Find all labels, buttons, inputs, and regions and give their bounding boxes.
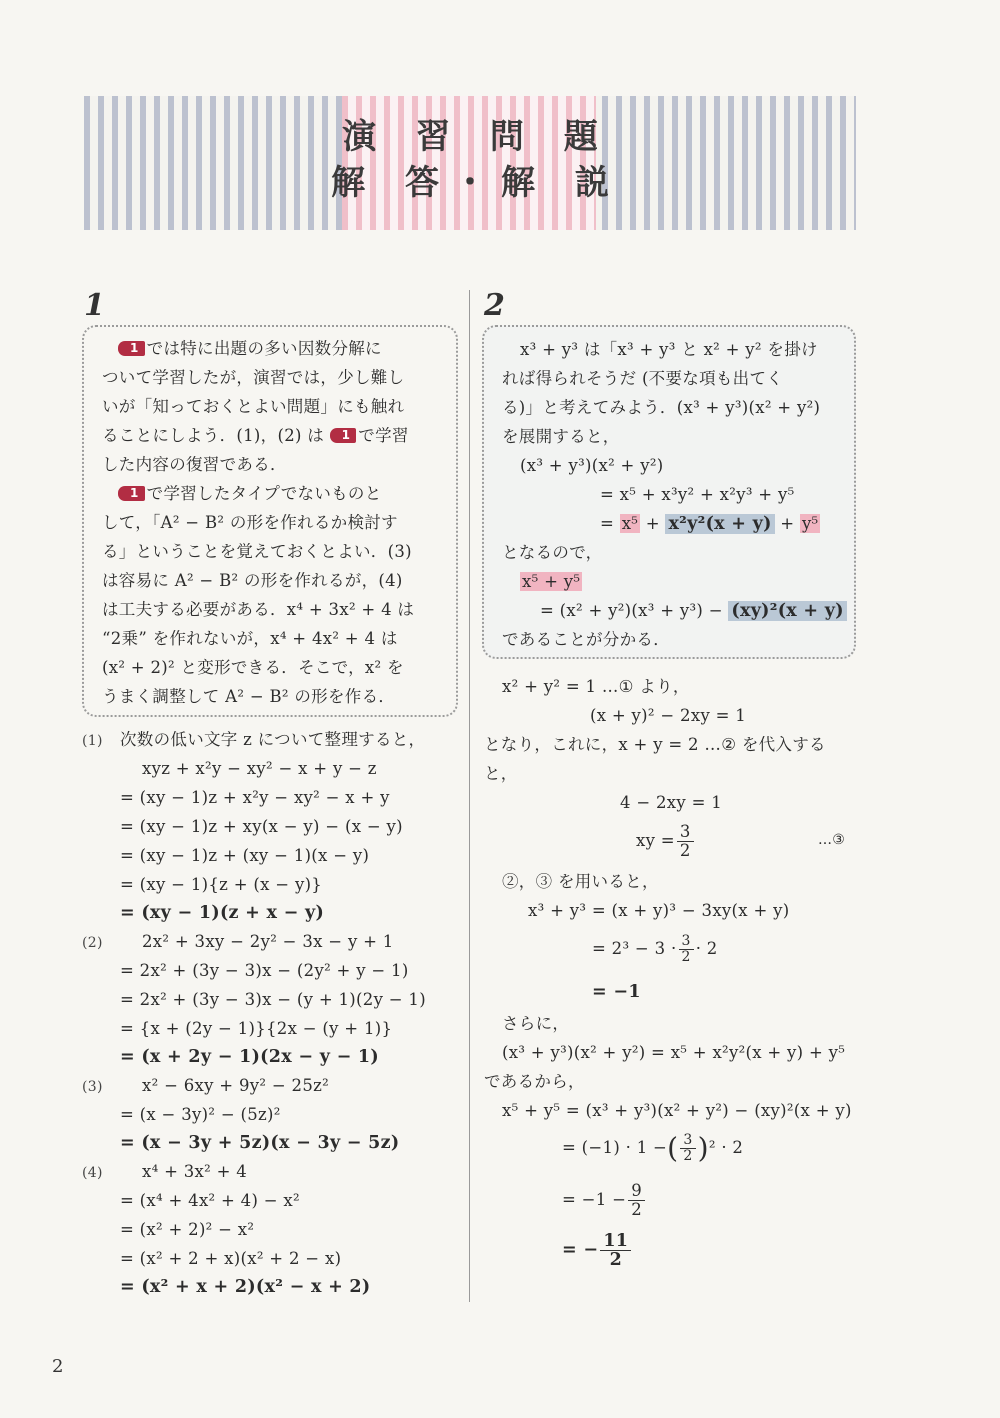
title-line-1: 演 習 問 題 [342, 117, 612, 157]
q2-step: (x³ + y³)(x² + y²) = x⁵ + x²y²(x + y) + y⁵ [502, 1043, 846, 1062]
q1-part-4-step: = (x² + 2 + x)(x² + 2 − x) [120, 1249, 342, 1268]
q1-intro-line: いが「知っておくとよい問題」にも触れ [102, 397, 405, 416]
q2-answer-1: = −1 [592, 982, 641, 1002]
q1-part-3-answer: = (x − 3y + 5z)(x − 3y − 5z) [120, 1133, 400, 1153]
q1-part-2-step: = 2x² + (3y − 3)x − (y + 1)(2y − 1) [120, 990, 426, 1009]
q2-box-line: (x³ + y³)(x² + y²) [520, 456, 664, 475]
q1-intro-line: 1 では特に出題の多い因数分解に [118, 337, 382, 361]
q2-step-fraction: = (−1) · 1 −( $\frac{3}{2}$ )² · 2 [562, 1131, 744, 1165]
q2-box-line: れば得られそうだ (不要な項も出てく [502, 369, 784, 388]
title-banner [84, 96, 856, 230]
q1-part-1-step: = (xy − 1)z + x²y − xy² − x + y [120, 788, 390, 807]
q2-box-line: であることが分かる． [502, 630, 670, 649]
q1-part-4-step: = (x² + 2)² − x² [120, 1220, 255, 1239]
page-title [84, 114, 856, 206]
q1-part-2-label: (2) [82, 935, 103, 951]
q1-intro-line: “2乗” を作れないが，x⁴ + 4x² + 4 は [102, 629, 398, 648]
q1-intro-line: (x² + 2)² と変形できる．そこで，x² を [102, 658, 404, 677]
question-2-number: 2 [484, 288, 505, 323]
q1-part-2-step: = 2x² + (3y − 3)x − (2y² + y − 1) [120, 961, 409, 980]
q2-box-line [520, 570, 582, 594]
fraction: $\frac{3}{2}$ [679, 934, 694, 965]
q2-box-line: = x⁵ + x³y² + x²y³ + y⁵ [600, 485, 795, 504]
q1-part-1-step: xyz + x²y − xy² − x + y − z [142, 759, 377, 778]
q1-part-2-step: 2x² + 3xy − 2y² − 3x − y + 1 [142, 932, 394, 951]
q1-intro-line: して，「A² − B² の形を作れるか検討す [102, 513, 398, 532]
q2-step-fraction: = 2³ − 3 · $\frac{3}{2}$ · 2 [592, 933, 718, 965]
q1-intro-line: うまく調整して A² − B² の形を作る． [102, 687, 396, 706]
q1-part-1-step: = (xy − 1)z + xy(x − y) − (x − y) [120, 817, 403, 836]
q2-box-line: = (x² + y²)(x³ + y³) − (xy)²(x + y) [540, 599, 847, 623]
q1-part-3-label: (3) [82, 1079, 103, 1095]
q2-step: となり，これに，x + y = 2 …② を代入する [484, 735, 826, 754]
q1-part-2-answer: = (x + 2y − 1)(2x − y − 1) [120, 1047, 379, 1067]
fraction: $\frac{3}{2}$ [680, 1133, 695, 1164]
q1-intro-line: ついて学習したが，演習では，少し難し [102, 368, 405, 387]
q1-intro-line: る」ということを覚えておくとよい．(3) [102, 542, 412, 561]
fraction: $\frac{9}{2}$ [628, 1182, 645, 1219]
question-1-number: 1 [84, 288, 105, 323]
q2-box-line: となるので， [502, 543, 603, 562]
q1-part-1-answer: = (xy − 1)(z + x − y) [120, 903, 325, 923]
q1-part-4-step: = (x⁴ + 4x² + 4) − x² [120, 1191, 300, 1210]
q2-box-line: る)」と考えてみよう．(x³ + y³)(x² + y²) [502, 398, 821, 417]
highlight-middle-term: x²y²(x + y) [665, 514, 774, 534]
q2-step: x⁵ + y⁵ = (x³ + y³)(x² + y²) − (xy)²(x + y) [502, 1101, 852, 1120]
q2-final-answer: = − $\frac{11}{2}$ [562, 1230, 633, 1270]
q1-part-1-step: = (xy − 1)z + (xy − 1)(x − y) [120, 846, 370, 865]
q2-step: と， [484, 764, 518, 783]
q1-part-1-label: (1) [82, 733, 103, 749]
fraction: $\frac{3}{2}$ [677, 823, 694, 860]
q2-box-highlighted-line: = x⁵ + x²y²(x + y) + y⁵ [600, 514, 819, 534]
q2-step-fraction: xy = $\frac{3}{2}$ [636, 822, 696, 860]
q2-step: であるから， [484, 1072, 585, 1091]
q1-part-4-label: (4) [82, 1165, 103, 1181]
section-tag: 1 [330, 428, 357, 443]
q1-part-4-answer: = (x² + x + 2)(x² − x + 2) [120, 1277, 371, 1297]
section-tag: 1 [118, 486, 145, 501]
q2-step: (x + y)² − 2xy = 1 [590, 706, 747, 725]
highlight-x5: x⁵ [621, 514, 639, 533]
highlight-subtracted-term: (xy)²(x + y) [728, 601, 846, 621]
q2-step: ②，③ を用いると， [502, 872, 659, 891]
q1-part-1-lead: 次数の低い文字 z について整理すると， [120, 730, 426, 749]
q1-part-3-step: = (x − 3y)² − (5z)² [120, 1105, 281, 1124]
q1-part-1-step: = (xy − 1){z + (x − y)} [120, 875, 323, 894]
q1-intro-line: 1 で学習したタイプでないものと [118, 482, 382, 506]
q2-box-line: x³ + y³ は「x³ + y³ と x² + y² を掛け [520, 340, 818, 359]
section-tag: 1 [118, 341, 145, 356]
q2-step: x³ + y³ = (x + y)³ − 3xy(x + y) [528, 901, 790, 920]
q1-intro-line: は工夫する必要がある．x⁴ + 3x² + 4 は [102, 600, 415, 619]
page-number: 2 [52, 1356, 64, 1377]
highlight-y5: y⁵ [801, 514, 819, 533]
q1-part-4-step: x⁴ + 3x² + 4 [142, 1162, 248, 1181]
column-divider [469, 290, 470, 1302]
equation-ref: …③ [818, 832, 846, 848]
q1-part-3-step: x² − 6xy + 9y² − 25z² [142, 1076, 330, 1095]
title-line-2: 解 答・解 説 [331, 163, 623, 203]
fraction: $\frac{11}{2}$ [600, 1232, 631, 1269]
q1-intro-line: した内容の復習である． [102, 455, 287, 474]
q2-step: x² + y² = 1 …① より， [502, 677, 690, 696]
q2-step-fraction: = −1 − $\frac{9}{2}$ [562, 1180, 647, 1220]
q2-step: さらに， [502, 1014, 570, 1033]
q2-box-line: を展開すると， [502, 427, 620, 446]
q1-intro-line: は容易に A² − B² の形を作れるが，(4) [102, 571, 403, 590]
q2-step: 4 − 2xy = 1 [620, 793, 723, 812]
q1-intro-line: ることにしよう．(1)，(2) は 1 で学習 [102, 426, 409, 445]
q1-part-2-step: = {x + (2y − 1)}{2x − (y + 1)} [120, 1019, 393, 1038]
highlight-sum: x⁵ + y⁵ [522, 572, 581, 591]
